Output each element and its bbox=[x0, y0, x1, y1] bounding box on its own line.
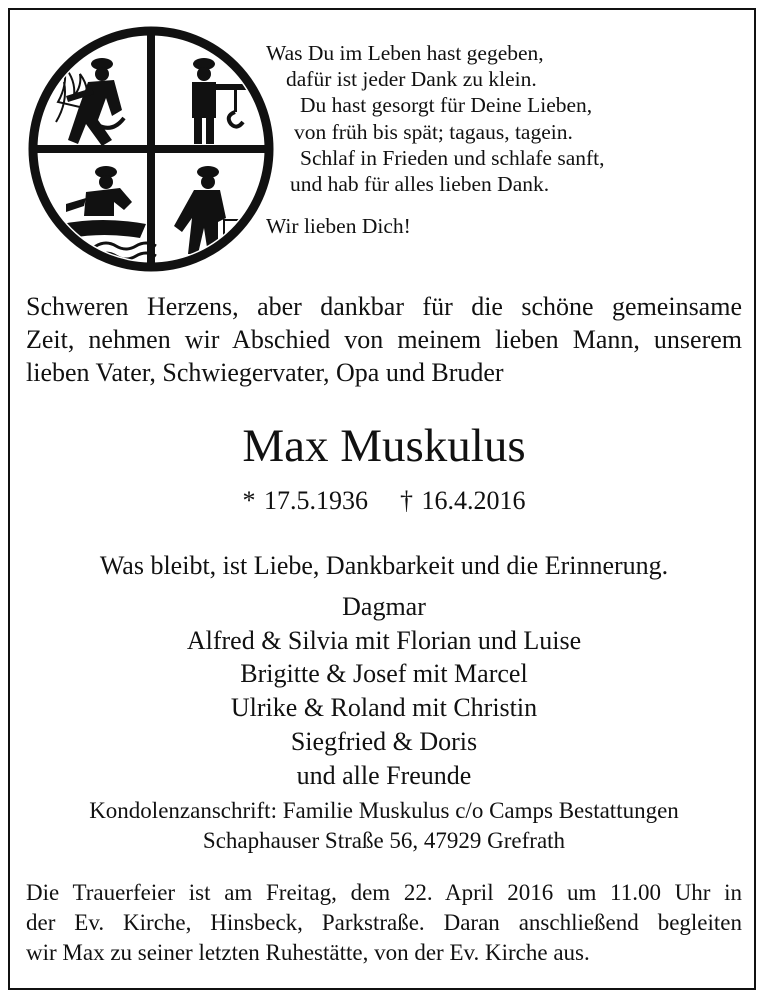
intro-text bbox=[26, 290, 742, 389]
poem-line: von früh bis spät; tagaus, tagein. bbox=[294, 119, 573, 144]
service-line: der Ev. Kirche, Hinsbeck, Parkstraße. Daran anschließend begleiten bbox=[26, 910, 742, 935]
poem-closing: Wir lieben Dich! bbox=[266, 214, 411, 239]
service-line: Die Trauerfeier ist am Freitag, dem 22. April 2016 um 11.00 Uhr in bbox=[26, 880, 742, 905]
mourner-line: Alfred & Silvia mit Florian und Luise bbox=[186, 625, 582, 655]
mourner-line: Dagmar bbox=[342, 592, 426, 621]
mourner-line: Ulrike & Roland mit Christin bbox=[230, 693, 538, 723]
death-date: † 16.4.2016 bbox=[400, 486, 526, 515]
intro-line: Zeit, nehmen wir Abschied von meinem lieben Mann, unserem bbox=[26, 325, 742, 354]
poem-line: und hab für alles lieben Dank. bbox=[290, 172, 550, 197]
poem-line: Was Du im Leben hast gegeben, bbox=[266, 41, 544, 65]
fire-brigade-emblem-icon bbox=[26, 24, 276, 274]
funeral-service-info bbox=[26, 878, 742, 968]
intro-line: Schweren Herzens, aber dankbar für die schöne gemeinsame bbox=[26, 292, 742, 321]
condolence-address bbox=[0, 796, 768, 856]
address-line: Kondolenzanschrift: Familie Muskulus c/o Camps Bestattungen bbox=[89, 798, 679, 823]
poem-line: Schlaf in Frieden und schlafe sanft, bbox=[300, 145, 605, 170]
life-dates bbox=[0, 484, 768, 518]
birth-date: * 17.5.1936 bbox=[242, 486, 368, 515]
mourner-line: Siegfried & Doris bbox=[290, 726, 478, 756]
address-line: Schaphauser Straße 56, 47929 Grefrath bbox=[202, 828, 566, 853]
intro-line: lieben Vater, Schwiegervater, Opa und Bruder bbox=[26, 358, 504, 387]
mourner-line: Brigitte & Josef mit Marcel bbox=[240, 659, 528, 689]
service-line: wir Max zu seiner letzten Ruhestätte, von der Ev. Kirche aus. bbox=[26, 940, 590, 965]
motto: Was bleibt, ist Liebe, Dankbarkeit und die Erinnerung. bbox=[99, 551, 669, 580]
poem bbox=[266, 40, 605, 239]
poem-line: Du hast gesorgt für Deine Lieben, bbox=[300, 93, 593, 118]
poem-line: dafür ist jeder Dank zu klein. bbox=[286, 67, 537, 92]
deceased-name: Max Muskulus bbox=[242, 420, 526, 472]
mourner-line: und alle Freunde bbox=[296, 760, 472, 790]
mourners-list bbox=[0, 590, 768, 792]
